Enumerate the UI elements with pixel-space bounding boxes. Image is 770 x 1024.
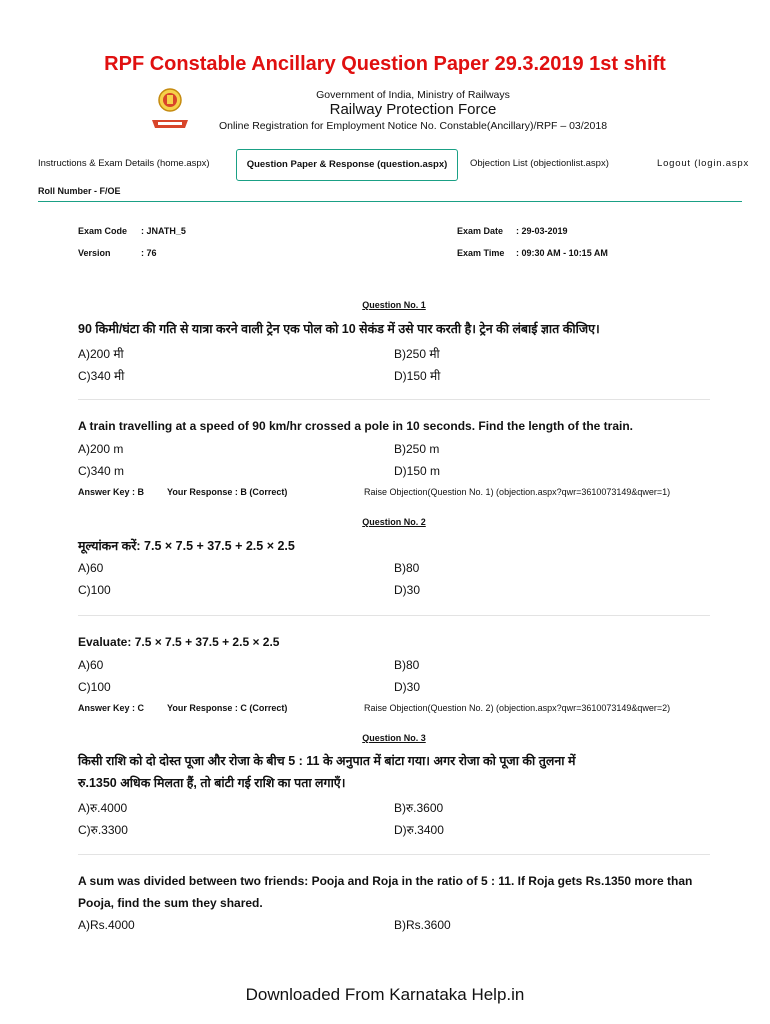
q1-hi-option-b: B)250 मी: [394, 347, 440, 361]
question-1-english: A train travelling at a speed of 90 km/hr crossed a pole in 10 seconds. Find the length of the train.: [78, 419, 634, 433]
version-label: Version: [78, 248, 111, 258]
q1-en-option-c: C)340 m: [78, 464, 125, 478]
question-number-1: Question No. 1: [362, 300, 426, 310]
footer-watermark: Downloaded From Karnataka Help.in: [245, 985, 525, 1004]
page-title: RPF Constable Ancillary Question Paper 29.3.2019 1st shift: [104, 53, 666, 75]
nav-tabs: [0, 149, 770, 181]
exam-code-value: : JNATH_5: [141, 226, 186, 236]
q1-answer-key: Answer Key : B: [78, 487, 145, 497]
q2-your-response: Your Response : C (Correct): [167, 703, 288, 713]
roll-number: Roll Number - F/OE: [38, 186, 121, 196]
ministry-text: Government of India, Ministry of Railways: [316, 89, 510, 101]
notice-text: Online Registration for Employment Notice No. Constable(Ancillary)/RPF – 03/2018: [218, 120, 608, 132]
tab-question-paper[interactable]: Question Paper & Response (question.aspx): [236, 149, 458, 181]
organization-name: Railway Protection Force: [329, 101, 497, 118]
exam-code-label: Exam Code: [78, 226, 128, 236]
header-divider: [38, 201, 742, 202]
q1-raise-objection-link[interactable]: Raise Objection(Question No. 1) (objection.aspx?qwr=3610073149&qwer=1): [364, 487, 671, 497]
q1-en-option-a: A)200 m: [78, 442, 124, 456]
exam-date-label: Exam Date: [457, 226, 504, 236]
q3-hi-option-d: D)रु.3400: [394, 823, 444, 837]
q2-hi-option-b: B)80: [394, 561, 420, 575]
exam-time-value: : 09:30 AM - 10:15 AM: [516, 248, 608, 258]
question-divider: [78, 854, 710, 855]
question-2-english: Evaluate: 7.5 × 7.5 + 37.5 + 2.5 × 2.5: [78, 635, 280, 649]
q3-en-option-a: A)Rs.4000: [78, 918, 135, 932]
exam-time-label: Exam Time: [457, 248, 505, 258]
tab-logout[interactable]: Logout (login.aspx: [657, 158, 750, 169]
q3-en-option-b: B)Rs.3600: [394, 918, 451, 932]
q3-hi-option-b: B)रु.3600: [394, 801, 444, 815]
q1-your-response: Your Response : B (Correct): [167, 487, 288, 497]
question-number-2: Question No. 2: [362, 517, 426, 527]
question-3-hindi-line-1: किसी राशि को दो दोस्त पूजा और रोजा के बीच 5 : 11 के अनुपात में बांटा गया। अगर रोजा को पूजा की तुलना में: [78, 754, 576, 768]
exam-date-value: : 29-03-2019: [516, 226, 568, 236]
q2-hi-option-a: A)60: [78, 561, 104, 575]
q2-en-option-c: C)100: [78, 680, 111, 694]
q1-en-option-b: B)250 m: [394, 442, 440, 456]
question-number-3: Question No. 3: [362, 733, 426, 743]
q1-en-option-d: D)150 m: [394, 464, 441, 478]
q1-hi-option-a: A)200 मी: [78, 347, 124, 361]
q3-hi-option-c: C)रु.3300: [78, 823, 128, 837]
question-3-english-line-1: A sum was divided between two friends: Pooja and Roja in the ratio of 5 : 11. If Roja gets Rs.1350 more than: [78, 874, 693, 888]
q3-hi-option-a: A)रु.4000: [78, 801, 128, 815]
q2-hi-option-c: C)100: [78, 583, 111, 597]
question-2-hindi: मूल्यांकन करें: 7.5 × 7.5 + 37.5 + 2.5 × 2.5: [78, 539, 295, 553]
q1-hi-option-d: D)150 मी: [394, 369, 441, 383]
question-1-hindi: 90 किमी/घंटा की गति से यात्रा करने वाली ट्रेन एक पोल को 10 सेकंड में उसे पार करती है। ट्रेन की लंबाई ज्ञात कीजिए।: [78, 322, 600, 336]
question-divider: [78, 615, 710, 616]
q1-hi-option-c: C)340 मी: [78, 369, 125, 383]
question-divider: [78, 399, 710, 400]
q2-en-option-d: D)30: [394, 680, 421, 694]
version-value: : 76: [141, 248, 157, 258]
question-3-hindi-line-2: रु.1350 अधिक मिलता हैं, तो बांटी गई राशि का पता लगाएँ।: [78, 776, 346, 790]
q2-hi-option-d: D)30: [394, 583, 421, 597]
tab-objection-list[interactable]: Objection List (objectionlist.aspx): [470, 158, 609, 169]
q2-en-option-b: B)80: [394, 658, 420, 672]
q2-en-option-a: A)60: [78, 658, 104, 672]
q2-answer-key: Answer Key : C: [78, 703, 145, 713]
tab-instructions[interactable]: Instructions & Exam Details (home.aspx): [38, 158, 210, 169]
question-3-english-line-2: Pooja, find the sum they shared.: [78, 896, 263, 910]
q2-raise-objection-link[interactable]: Raise Objection(Question No. 2) (objection.aspx?qwr=3610073149&qwer=2): [364, 703, 671, 713]
